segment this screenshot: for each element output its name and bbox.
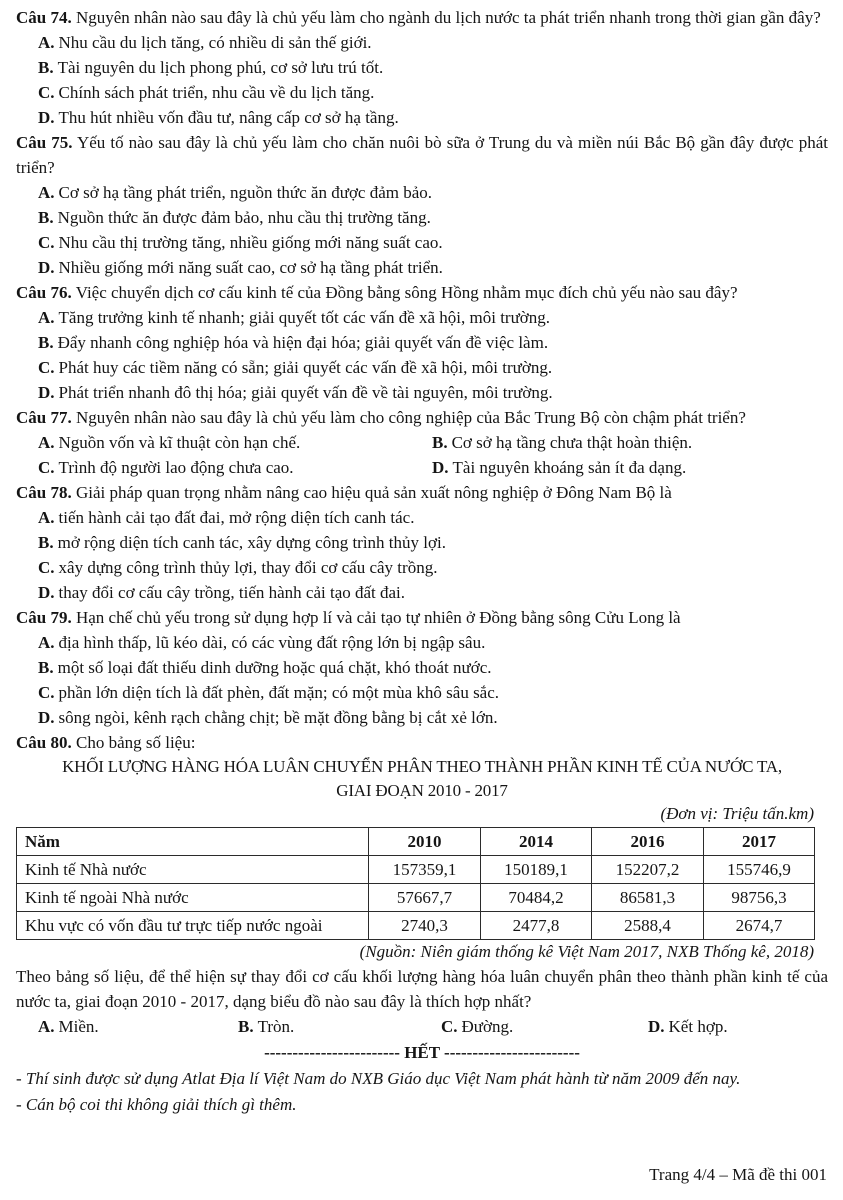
option-text: Phát huy các tiềm năng có sẵn; giải quyết các vấn đề xã hội, môi trường. (58, 358, 553, 377)
option-text: Nhu cầu thị trường tăng, nhiều giống mới năng suất cao. (58, 233, 443, 252)
option-a (38, 430, 432, 455)
option-text: Nhu cầu du lịch tăng, có nhiều di sản thế giới. (58, 33, 372, 52)
option-letter: A. (38, 633, 55, 652)
unit-label: (Đơn vị: Triệu tấn.km) (660, 804, 814, 823)
option-text: tiến hành cải tạo đất đai, mở rộng diện tích canh tác. (58, 508, 415, 527)
option-text: Nhiều giống mới năng suất cao, cơ sở hạ tầng phát triển. (58, 258, 443, 277)
end-marker: ------------------------ HẾT ------------------------ (264, 1043, 580, 1062)
option-text: Cơ sở hạ tầng chưa thật hoàn thiện. (451, 433, 693, 452)
question-text: Theo bảng số liệu, để thể hiện sự thay đổi cơ cấu khối lượng hàng hóa luân chuyển phân theo thành phần kinh tế của nước ta, giai đoạn 2010 - 2017, dạng biểu đồ nào sau đây là thích hợp nhất? (16, 967, 828, 1011)
option-letter: D. (38, 108, 55, 127)
question-text: Hạn chế chủ yếu trong sử dụng hợp lí và cải tạo tự nhiên ở Đồng bằng sông Cửu Long là (75, 608, 681, 627)
option-a (38, 630, 828, 655)
option-text: Nguồn thức ăn được đảm bảo, nhu cầu thị trường tăng. (57, 208, 431, 227)
options-row (16, 1014, 828, 1039)
options-row (16, 430, 828, 455)
question-number: Câu 78. (16, 483, 72, 502)
option-c (38, 455, 432, 480)
question-number: Câu 76. (16, 283, 72, 302)
option-letter: D. (432, 458, 449, 477)
options-row (16, 455, 828, 480)
table-cell: 152207,2 (592, 856, 704, 884)
options-list (16, 305, 828, 405)
option-letter: C. (38, 558, 55, 577)
table-cell: Kinh tế ngoài Nhà nước (17, 884, 369, 912)
table-cell: 57667,7 (369, 884, 481, 912)
option-letter: D. (38, 258, 55, 277)
option-d (648, 1014, 828, 1039)
table-cell: 2588,4 (592, 912, 704, 940)
table-header-cell: Năm (17, 828, 369, 856)
table-cell: 157359,1 (369, 856, 481, 884)
question-number: Câu 74. (16, 8, 72, 27)
table-title-line1: KHỐI LƯỢNG HÀNG HÓA LUÂN CHUYỂN PHÂN THEO THÀNH PHẦN KINH TẾ CỦA NƯỚC TA, (62, 757, 782, 776)
table-row (17, 856, 815, 884)
question-number: Câu 77. (16, 408, 72, 427)
table-title-line2: GIAI ĐOẠN 2010 - 2017 (336, 781, 508, 800)
question-76 (16, 280, 828, 405)
option-letter: B. (38, 58, 54, 77)
question-75 (16, 130, 828, 280)
option-text: Tròn. (257, 1017, 295, 1036)
option-letter: B. (432, 433, 448, 452)
table-row (17, 884, 815, 912)
question-text: Nguyên nhân nào sau đây là chủ yếu làm cho công nghiệp của Bắc Trung Bộ còn chậm phát triển? (75, 408, 746, 427)
option-letter: D. (38, 383, 55, 402)
option-b (238, 1014, 441, 1039)
table-cell: 98756,3 (704, 884, 815, 912)
exam-note-proctor: - Cán bộ coi thi không giải thích gì thêm. (16, 1095, 297, 1114)
question-intro: Cho bảng số liệu: (75, 733, 196, 752)
option-letter: D. (648, 1017, 665, 1036)
table-cell: 70484,2 (481, 884, 592, 912)
option-text: Đẩy nhanh công nghiệp hóa và hiện đại hóa; giải quyết vấn đề việc làm. (57, 333, 549, 352)
table-row (17, 912, 815, 940)
question-74 (16, 5, 828, 130)
option-b (432, 430, 828, 455)
question-number: Câu 75. (16, 133, 73, 152)
option-a (38, 1014, 238, 1039)
option-text: mở rộng diện tích canh tác, xây dựng công trình thủy lợi. (57, 533, 446, 552)
option-letter: B. (38, 333, 54, 352)
option-c (38, 555, 828, 580)
option-letter: A. (38, 433, 55, 452)
option-d (38, 380, 828, 405)
question-77 (16, 405, 828, 480)
exam-note-atlat: - Thí sinh được sử dụng Atlat Địa lí Việt Nam do NXB Giáo dục Việt Nam phát hành từ năm 2009 đến nay. (16, 1069, 741, 1088)
option-text: Trình độ người lao động chưa cao. (58, 458, 294, 477)
question-head (16, 730, 828, 755)
option-c (441, 1014, 648, 1039)
question-head (16, 405, 828, 430)
option-a (38, 305, 828, 330)
table-cell: Khu vực có vốn đầu tư trực tiếp nước ngoài (17, 912, 369, 940)
question-head (16, 130, 828, 180)
option-text: Kết hợp. (668, 1017, 728, 1036)
option-text: thay đổi cơ cấu cây trồng, tiến hành cải tạo đất đai. (58, 583, 406, 602)
options-list (16, 30, 828, 130)
option-d (38, 105, 828, 130)
option-text: Miền. (58, 1017, 99, 1036)
table-header-cell: 2016 (592, 828, 704, 856)
option-letter: D. (38, 583, 55, 602)
option-d (38, 255, 828, 280)
table-cell: 2740,3 (369, 912, 481, 940)
option-c (38, 230, 828, 255)
options-list (16, 505, 828, 605)
option-b (38, 655, 828, 680)
table-cell: 2674,7 (704, 912, 815, 940)
option-letter: B. (238, 1017, 254, 1036)
option-letter: A. (38, 508, 55, 527)
option-text: phần lớn diện tích là đất phèn, đất mặn; có một mùa khô sâu sắc. (58, 683, 500, 702)
option-text: Phát triển nhanh đô thị hóa; giải quyết vấn đề về tài nguyên, môi trường. (58, 383, 553, 402)
option-text: địa hình thấp, lũ kéo dài, có các vùng đất rộng lớn bị ngập sâu. (58, 633, 486, 652)
option-letter: A. (38, 1017, 55, 1036)
options-list (16, 630, 828, 730)
option-text: Chính sách phát triển, nhu cầu về du lịch tăng. (58, 83, 375, 102)
table-cell: 86581,3 (592, 884, 704, 912)
option-a (38, 505, 828, 530)
question-78 (16, 480, 828, 605)
option-d (38, 705, 828, 730)
option-a (38, 30, 828, 55)
question-text: Việc chuyển dịch cơ cấu kinh tế của Đồng bằng sông Hồng nhằm mục đích chủ yếu nào sau đây? (75, 283, 738, 302)
option-letter: B. (38, 658, 54, 677)
question-head (16, 605, 828, 630)
option-text: Đường. (461, 1017, 514, 1036)
option-letter: A. (38, 308, 55, 327)
option-text: Tài nguyên khoáng sản ít đa dạng. (452, 458, 687, 477)
option-c (38, 80, 828, 105)
option-b (38, 330, 828, 355)
option-text: Nguồn vốn và kĩ thuật còn hạn chế. (58, 433, 301, 452)
question-text: Yếu tố nào sau đây là chủ yếu làm cho chăn nuôi bò sữa ở Trung du và miền núi Bắc Bộ gần đây được phát triển? (16, 133, 829, 177)
option-c (38, 680, 828, 705)
option-b (38, 205, 828, 230)
table-header-row (17, 828, 815, 856)
option-d (432, 455, 828, 480)
table-cell: 2477,8 (481, 912, 592, 940)
options-list (16, 180, 828, 280)
option-b (38, 530, 828, 555)
table-cell: 155746,9 (704, 856, 815, 884)
option-d (38, 580, 828, 605)
option-letter: C. (38, 358, 55, 377)
question-80 (16, 730, 828, 1039)
question-number: Câu 79. (16, 608, 72, 627)
page-footer: Trang 4/4 – Mã đề thi 001 (649, 1165, 827, 1184)
option-text: sông ngòi, kênh rạch chằng chịt; bề mặt đồng bằng bị cắt xẻ lớn. (58, 708, 498, 727)
table-header-cell: 2014 (481, 828, 592, 856)
question-head (16, 5, 828, 30)
option-letter: B. (38, 533, 54, 552)
table-cell: Kinh tế Nhà nước (17, 856, 369, 884)
option-letter: C. (441, 1017, 458, 1036)
question-79 (16, 605, 828, 730)
question-text: Giải pháp quan trọng nhằm nâng cao hiệu quả sản xuất nông nghiệp ở Đông Nam Bộ là (75, 483, 672, 502)
option-b (38, 55, 828, 80)
question-head (16, 280, 828, 305)
option-a (38, 180, 828, 205)
option-text: một số loại đất thiếu dinh dưỡng hoặc quá chặt, khó thoát nước. (57, 658, 492, 677)
question-number: Câu 80. (16, 733, 72, 752)
option-text: Cơ sở hạ tầng phát triển, nguồn thức ăn được đảm bảo. (58, 183, 433, 202)
option-letter: A. (38, 33, 55, 52)
option-letter: B. (38, 208, 54, 227)
option-text: xây dựng công trình thủy lợi, thay đổi cơ cấu cây trồng. (58, 558, 438, 577)
question-head (16, 480, 828, 505)
question-text: Nguyên nhân nào sau đây là chủ yếu làm cho ngành du lịch nước ta phát triển nhanh trong thời gian gần đây? (75, 8, 821, 27)
table-cell: 150189,1 (481, 856, 592, 884)
table-header-cell: 2010 (369, 828, 481, 856)
option-letter: C. (38, 233, 55, 252)
option-text: Thu hút nhiều vốn đầu tư, nâng cấp cơ sở hạ tầng. (58, 108, 399, 127)
data-table (16, 827, 815, 940)
option-letter: C. (38, 683, 55, 702)
option-letter: A. (38, 183, 55, 202)
option-text: Tăng trưởng kinh tế nhanh; giải quyết tốt các vấn đề xã hội, môi trường. (58, 308, 551, 327)
option-letter: C. (38, 458, 55, 477)
option-text: Tài nguyên du lịch phong phú, cơ sở lưu trú tốt. (57, 58, 384, 77)
option-c (38, 355, 828, 380)
source-label: (Nguồn: Niên giám thống kê Việt Nam 2017, NXB Thống kê, 2018) (359, 942, 814, 961)
option-letter: C. (38, 83, 55, 102)
table-header-cell: 2017 (704, 828, 815, 856)
option-letter: D. (38, 708, 55, 727)
